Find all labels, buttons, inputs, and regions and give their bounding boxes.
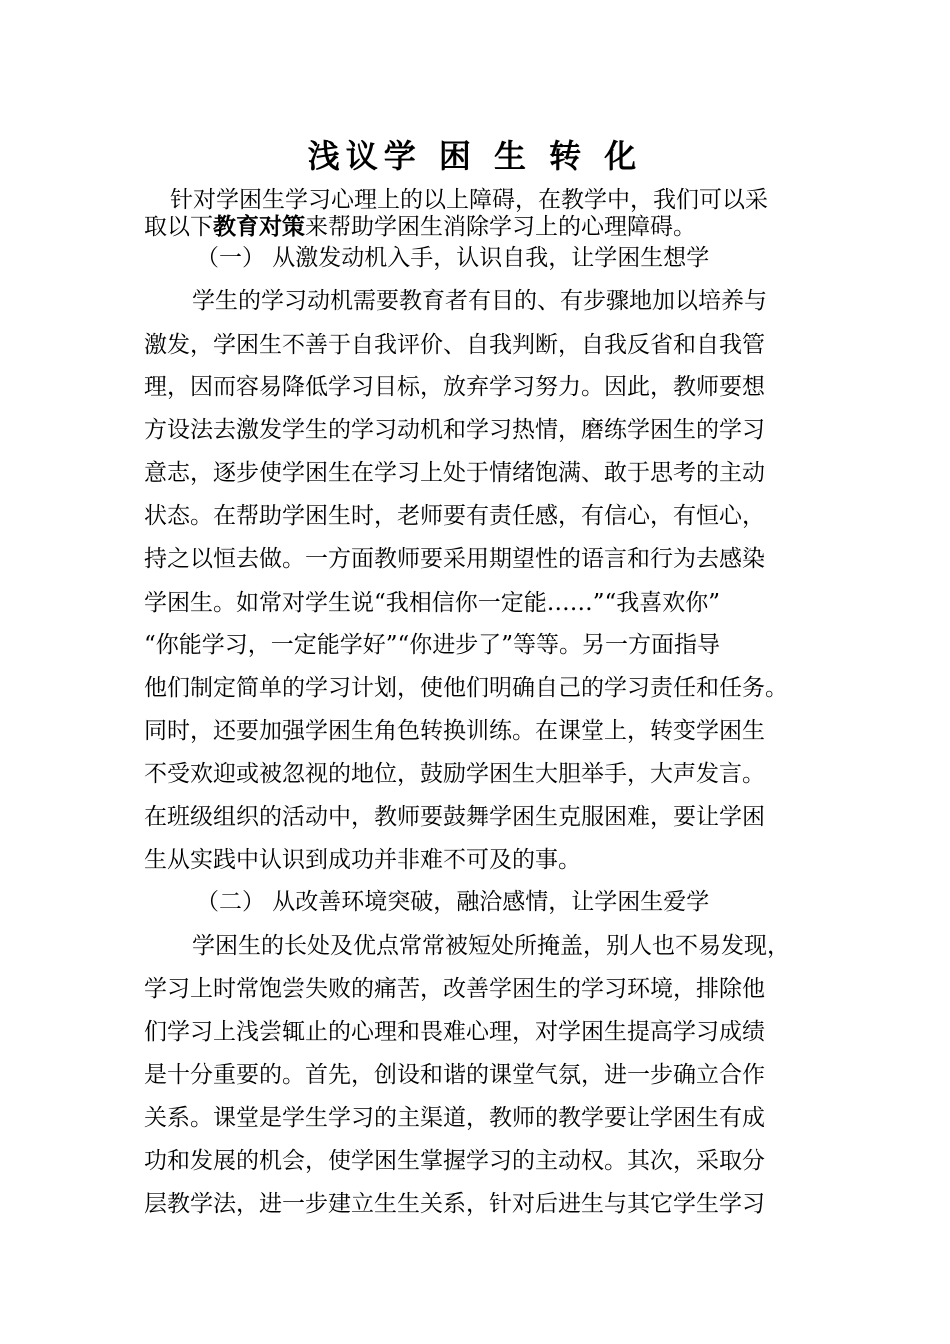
paragraph-line: 同时，还要加强学困生角色转换训练。在课堂上，转变学困生 <box>144 718 765 744</box>
paragraph-line: 学生的学习动机需要教育者有目的、有步骤地加以培养与 <box>192 288 767 314</box>
section-1-heading: （一） 从激发动机入手，认识自我，让学困生想学 <box>196 245 710 271</box>
paragraph-line: 状态。在帮助学困生时，老师要有责任感，有信心，有恒心， <box>144 503 765 529</box>
intro-line-2 <box>144 212 696 242</box>
intro-line-1: 针对学困生学习心理上的以上障碍，在教学中，我们可以采 <box>170 187 768 213</box>
paragraph-line: 意志，逐步使学困生在学习上处于情绪饱满、敢于思考的主动 <box>144 460 765 486</box>
paragraph-line: 激发，学困生不善于自我评价、自我判断，自我反省和自我管 <box>144 332 765 358</box>
paragraph-line: 功和发展的机会，使学困生掌握学习的主动权。其次，采取分 <box>144 1148 765 1174</box>
paragraph-line: 不受欢迎或被忽视的地位，鼓励学困生大胆举手，大声发言。 <box>144 761 765 787</box>
paragraph-line: 关系。课堂是学生学习的主渠道，教师的教学要让学困生有成 <box>144 1105 765 1131</box>
intro-text-b: 来帮助学困生消除学习上的心理障碍。 <box>305 214 696 240</box>
document-title: 浅议学 困 生 转 化 <box>307 137 643 175</box>
intro-bold-term: 教育对策 <box>213 213 305 240</box>
intro-text-a: 取以下 <box>144 214 213 240</box>
paragraph-line: 理，因而容易降低学习目标，放弃学习努力。因此，教师要想 <box>144 374 765 400</box>
paragraph-line: 们学习上浅尝辄止的心理和畏难心理，对学困生提高学习成绩 <box>144 1019 765 1045</box>
paragraph-line: 是十分重要的。首先，创设和谐的课堂气氛，进一步确立合作 <box>144 1062 765 1088</box>
paragraph-line: 层教学法，进一步建立生生关系，针对后进生与其它学生学习 <box>144 1191 765 1217</box>
paragraph-line: “你能学习，一定能学好”“你进步了”等等。另一方面指导 <box>144 632 721 658</box>
paragraph-line: 学困生的长处及优点常常被短处所掩盖，别人也不易发现， <box>192 933 790 959</box>
paragraph-line: 他们制定简单的学习计划，使他们明确自己的学习责任和任务。 <box>144 675 788 701</box>
paragraph-line: 在班级组织的活动中，教师要鼓舞学困生克服困难，要让学困 <box>144 804 765 830</box>
paragraph-line: 持之以恒去做。一方面教师要采用期望性的语言和行为去感染 <box>144 546 765 572</box>
paragraph-line: 生从实践中认识到成功并非难不可及的事。 <box>144 847 581 873</box>
section-2-heading: （二） 从改善环境突破，融洽感情，让学困生爱学 <box>196 889 710 915</box>
paragraph-line: 学困生。如常对学生说“我相信你一定能……”“我喜欢你” <box>144 590 721 616</box>
paragraph-line: 学习上时常饱尝失败的痛苦，改善学困生的学习环境，排除他 <box>144 976 765 1002</box>
paragraph-line: 方设法去激发学生的学习动机和学习热情，磨练学困生的学习 <box>144 417 765 443</box>
